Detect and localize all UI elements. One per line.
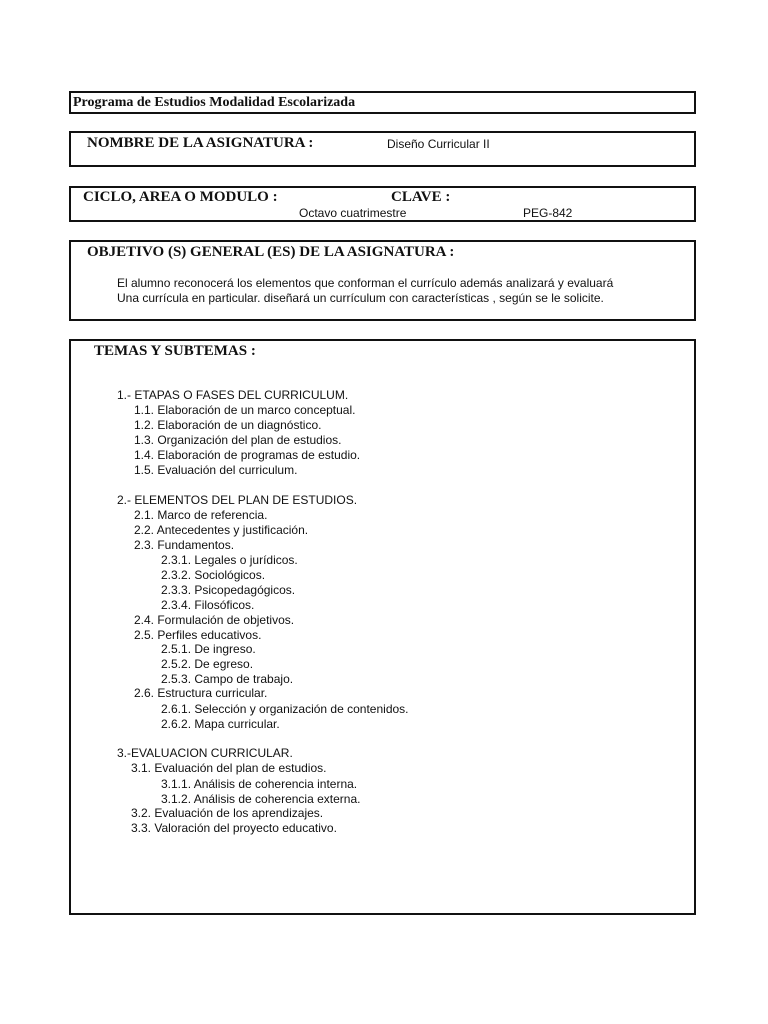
topic-line: 2.- ELEMENTOS DEL PLAN DE ESTUDIOS. (117, 493, 358, 507)
topic-line: 2.3.3. Psicopedagógicos. (161, 583, 296, 597)
topic-line: 2.5.3. Campo de trabajo. (161, 672, 294, 686)
topic-line: 2.2. Antecedentes y justificación. (134, 523, 309, 537)
topic-line: 1.- ETAPAS O FASES DEL CURRICULUM. (117, 388, 349, 402)
topics-box (69, 339, 696, 915)
topic-line: 2.3.1. Legales o jurídicos. (161, 553, 298, 567)
cycle-value: Octavo cuatrimestre (299, 206, 407, 220)
topic-line: 1.1. Elaboración de un marco conceptual. (134, 403, 356, 417)
topic-line: 3.3. Valoración del proyecto educativo. (131, 821, 337, 835)
subject-name-label: NOMBRE DE LA ASIGNATURA : (87, 135, 314, 151)
objective-box (69, 240, 696, 321)
topic-line: 3.2. Evaluación de los aprendizajes. (131, 806, 324, 820)
subject-name-value: Diseño Curricular II (387, 137, 490, 151)
cycle-label: CICLO, AREA O MODULO : (83, 189, 278, 205)
objective-line-1: El alumno reconocerá los elementos que conforman el currículo además analizará y evaluará (117, 276, 614, 290)
topic-line: 1.3. Organización del plan de estudios. (134, 433, 342, 447)
topic-line: 2.5.1. De ingreso. (161, 642, 256, 656)
topic-line: 2.6.2. Mapa curricular. (161, 717, 280, 731)
topic-line: 1.5. Evaluación del curriculum. (134, 463, 298, 477)
topic-line: 2.6.1. Selección y organización de contenidos. (161, 702, 409, 716)
topic-line: 3.-EVALUACION CURRICULAR. (117, 746, 293, 760)
topics-label: TEMAS Y SUBTEMAS : (94, 343, 256, 359)
topic-line: 2.3.2. Sociológicos. (161, 568, 266, 582)
objective-line-2: Una currícula en particular. diseñará un currículum con características , según se le solicite. (117, 291, 604, 305)
topic-line: 2.5. Perfiles educativos. (134, 628, 262, 642)
subject-name-box (69, 131, 696, 167)
objective-label: OBJETIVO (S) GENERAL (ES) DE LA ASIGNATURA : (87, 244, 455, 260)
topic-line: 2.4. Formulación de objetivos. (134, 613, 295, 627)
cycle-box (69, 186, 696, 222)
topic-line: 3.1.2. Análisis de coherencia externa. (161, 792, 361, 806)
topic-line: 2.5.2. De egreso. (161, 657, 254, 671)
topic-line: 2.1. Marco de referencia. (134, 508, 268, 522)
topic-line: 1.4. Elaboración de programas de estudio. (134, 448, 361, 462)
topic-line: 2.6. Estructura curricular. (134, 686, 268, 700)
clave-label: CLAVE : (391, 189, 451, 205)
topic-line: 2.3.4. Filosóficos. (161, 598, 255, 612)
program-title: Programa de Estudios Modalidad Escolarizada (73, 95, 356, 110)
topic-line: 2.3. Fundamentos. (134, 538, 235, 552)
topic-line: 1.2. Elaboración de un diagnóstico. (134, 418, 322, 432)
topic-line: 3.1. Evaluación del plan de estudios. (131, 761, 327, 775)
topic-line: 3.1.1. Análisis de coherencia interna. (161, 777, 358, 791)
program-title-box (69, 91, 696, 114)
clave-value: PEG-842 (523, 206, 573, 220)
